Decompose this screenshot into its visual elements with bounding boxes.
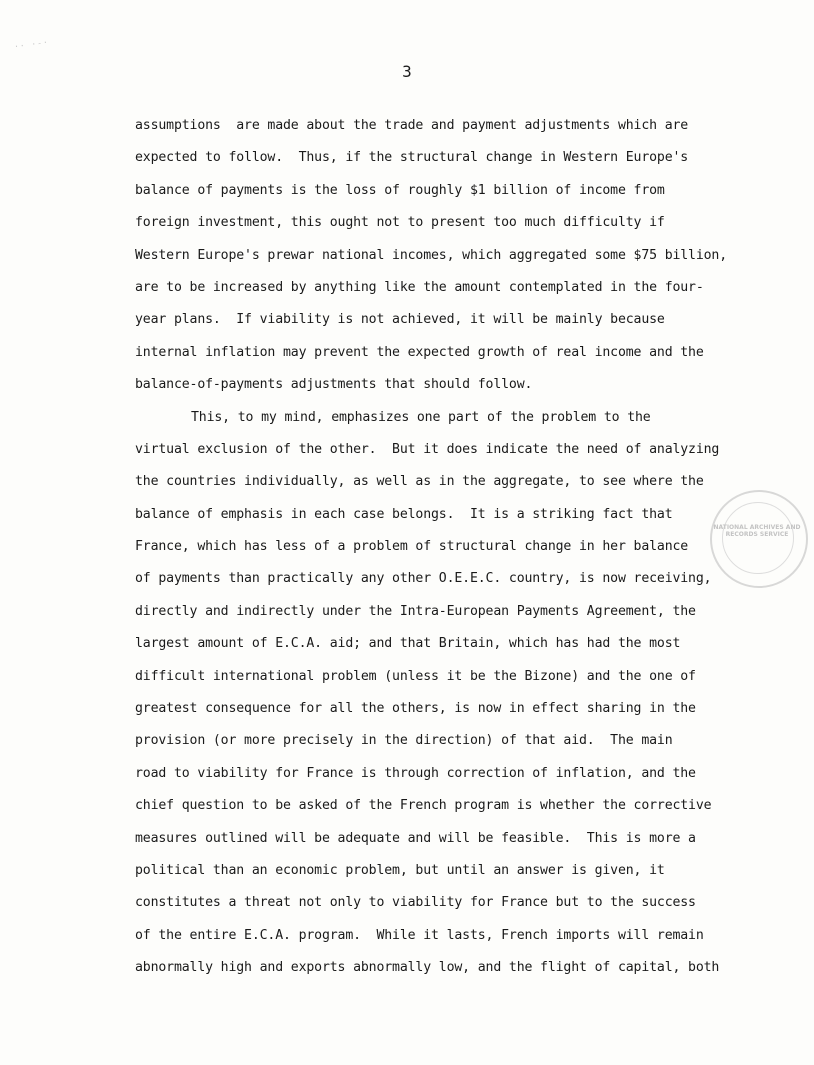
text-line: year plans. If viability is not achieved, it will be mainly because — [135, 312, 665, 328]
text-line: of the entire E.C.A. program. While it lasts, French imports will remain — [135, 927, 704, 943]
text-line: balance of emphasis in each case belongs. It is a striking fact that — [135, 506, 673, 522]
text-line: road to viability for France is through correction of inflation, and the — [135, 765, 696, 781]
text-line: measures outlined will be adequate and will be feasible. This is more a — [135, 830, 696, 846]
text-line: virtual exclusion of the other. But it does indicate the need of analyzing — [135, 441, 720, 457]
archive-stamp-inner-ring — [722, 502, 794, 574]
faint-corner-mark: ·· ·-· — [13, 37, 50, 52]
paragraph — [135, 110, 735, 402]
body-text — [135, 110, 735, 985]
text-line: of payments than practically any other O.E.E.C. country, is now receiving, — [135, 571, 712, 587]
text-line: abnormally high and exports abnormally low, and the flight of capital, both — [135, 960, 720, 976]
text-line: directly and indirectly under the Intra-European Payments Agreement, the — [135, 603, 696, 619]
text-line: Western Europe's prewar national incomes, which aggregated some $75 billion, — [135, 247, 728, 263]
text-line: provision (or more precisely in the direction) of that aid. The main — [135, 733, 673, 749]
text-line: are to be increased by anything like the amount contemplated in the four- — [135, 279, 704, 295]
text-line: difficult international problem (unless it be the Bizone) and the one of — [135, 668, 696, 684]
text-line: France, which has less of a problem of structural change in her balance — [135, 539, 689, 555]
page-number: 3 — [402, 62, 412, 81]
archive-stamp — [710, 490, 808, 588]
archive-stamp-text: NATIONAL ARCHIVES AND RECORDS SERVICE — [713, 524, 801, 538]
text-line: the countries individually, as well as in the aggregate, to see where the — [135, 474, 704, 490]
text-line: internal inflation may prevent the expected growth of real income and the — [135, 344, 704, 360]
text-line: expected to follow. Thus, if the structural change in Western Europe's — [135, 150, 689, 166]
text-line: largest amount of E.C.A. aid; and that Britain, which has had the most — [135, 636, 681, 652]
text-line: political than an economic problem, but until an answer is given, it — [135, 862, 665, 878]
text-line: constitutes a threat not only to viability for France but to the success — [135, 895, 696, 911]
text-line: chief question to be asked of the French program is whether the corrective — [135, 798, 712, 814]
text-line: greatest consequence for all the others, is now in effect sharing in the — [135, 701, 696, 717]
text-line: assumptions are made about the trade and payment adjustments which are — [135, 118, 689, 133]
text-line: balance of payments is the loss of roughly $1 billion of income from — [135, 182, 665, 198]
paragraph — [135, 402, 735, 985]
text-line: This, to my mind, emphasizes one part of the problem to the — [191, 409, 651, 425]
text-line: balance-of-payments adjustments that should follow. — [135, 377, 533, 393]
text-line: foreign investment, this ought not to present too much difficulty if — [135, 215, 665, 231]
